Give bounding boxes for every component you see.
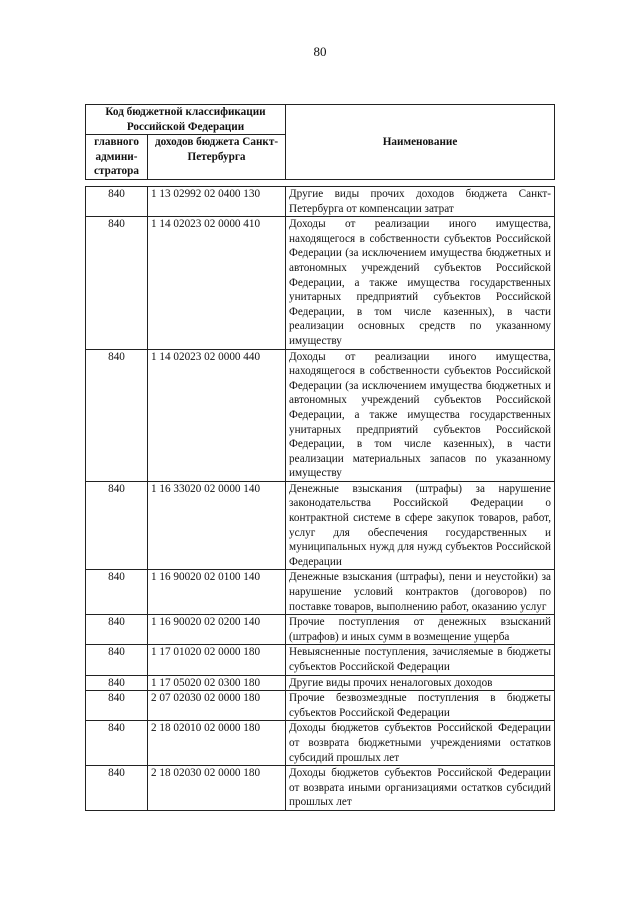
income-name-cell: Прочие поступления от денежных взысканий (штрафов) и иных сумм в возмещение ущерба: [286, 615, 555, 645]
table-row: [86, 645, 555, 675]
admin-code-cell: 840: [86, 570, 148, 615]
income-code-cell: 1 16 90020 02 0100 140: [148, 570, 286, 615]
income-name-cell: Доходы бюджетов субъектов Российской Федерации от возврата бюджетными учреждениями остатков субсидий прошлых лет: [286, 721, 555, 766]
table-row: [86, 217, 555, 349]
income-code-cell: 2 07 02030 02 0000 180: [148, 691, 286, 721]
income-code-cell: 2 18 02010 02 0000 180: [148, 721, 286, 766]
admin-code-cell: 840: [86, 721, 148, 766]
data-table: [85, 186, 555, 811]
income-code-cell: 1 14 02023 02 0000 440: [148, 349, 286, 481]
income-code-cell: 1 16 33020 02 0000 140: [148, 481, 286, 570]
table-row: [86, 187, 555, 217]
table-row: [86, 675, 555, 691]
income-name-cell: Другие виды прочих доходов бюджета Санкт-Петербурга от компенсации затрат: [286, 187, 555, 217]
page-number: 80: [313, 44, 327, 59]
header-table: [85, 104, 555, 180]
income-name-cell: Доходы бюджетов субъектов Российской Федерации от возврата иными организациями остатков субсидий прошлых лет: [286, 766, 555, 811]
admin-code-cell: 840: [86, 615, 148, 645]
admin-code-cell: 840: [86, 349, 148, 481]
income-name-cell: Невыясненные поступления, зачисляемые в бюджеты субъектов Российской Федерации: [286, 645, 555, 675]
admin-code-cell: 840: [86, 675, 148, 691]
table-row: [86, 570, 555, 615]
income-name-cell: Прочие безвозмездные поступления в бюджеты субъектов Российской Федерации: [286, 691, 555, 721]
admin-code-cell: 840: [86, 766, 148, 811]
name-column-header: Наименование: [286, 105, 555, 180]
income-name-cell: Другие виды прочих неналоговых доходов: [286, 675, 555, 691]
income-name-cell: Денежные взыскания (штрафы) за нарушение законодательства Российской Федерации о контрактной системе в сфере закупок товаров, работ, услуг для обеспечения государственных и муниципальных нужд для нужд субъектов Российской Федерации: [286, 481, 555, 570]
income-name-cell: Доходы от реализации иного имущества, находящегося в собственности субъектов Российской Федерации (за исключением имущества бюджетных и автономных учреждений субъектов Российской Федерации, а также имущества государственных унитарных предприятий субъектов Российской Федерации, в том числе казенных), в части реализации основных средств по указанному имуществу: [286, 217, 555, 349]
table-row: [86, 349, 555, 481]
income-code-cell: 1 17 05020 02 0300 180: [148, 675, 286, 691]
classification-group-header: Код бюджетной классификации Российской Федерации: [86, 105, 286, 135]
income-code-cell: 1 13 02992 02 0400 130: [148, 187, 286, 217]
income-code-cell: 2 18 02030 02 0000 180: [148, 766, 286, 811]
admin-code-cell: 840: [86, 187, 148, 217]
admin-column-header: главного админи-стратора: [86, 135, 148, 180]
income-name-cell: Денежные взыскания (штрафы), пени и неустойки) за нарушение условий контрактов (договоров) по поставке товаров, выполнению работ, оказанию услуг: [286, 570, 555, 615]
admin-code-cell: 840: [86, 481, 148, 570]
income-code-cell: 1 14 02023 02 0000 410: [148, 217, 286, 349]
income-code-cell: 1 16 90020 02 0200 140: [148, 615, 286, 645]
admin-code-cell: 840: [86, 645, 148, 675]
table-row: [86, 766, 555, 811]
table-row: [86, 481, 555, 570]
table-row: [86, 615, 555, 645]
table-row: [86, 721, 555, 766]
admin-code-cell: 840: [86, 691, 148, 721]
income-column-header: доходов бюджета Санкт-Петербурга: [148, 135, 286, 180]
income-name-cell: Доходы от реализации иного имущества, находящегося в собственности субъектов Российской Федерации (за исключением имущества бюджетных и автономных учреждений субъектов Российской Федерации, а также имущества государственных унитарных предприятий субъектов Российской Федерации, в том числе казенных), в части реализации материальных запасов по указанному имуществу: [286, 349, 555, 481]
admin-code-cell: 840: [86, 217, 148, 349]
table-row: [86, 691, 555, 721]
income-code-cell: 1 17 01020 02 0000 180: [148, 645, 286, 675]
